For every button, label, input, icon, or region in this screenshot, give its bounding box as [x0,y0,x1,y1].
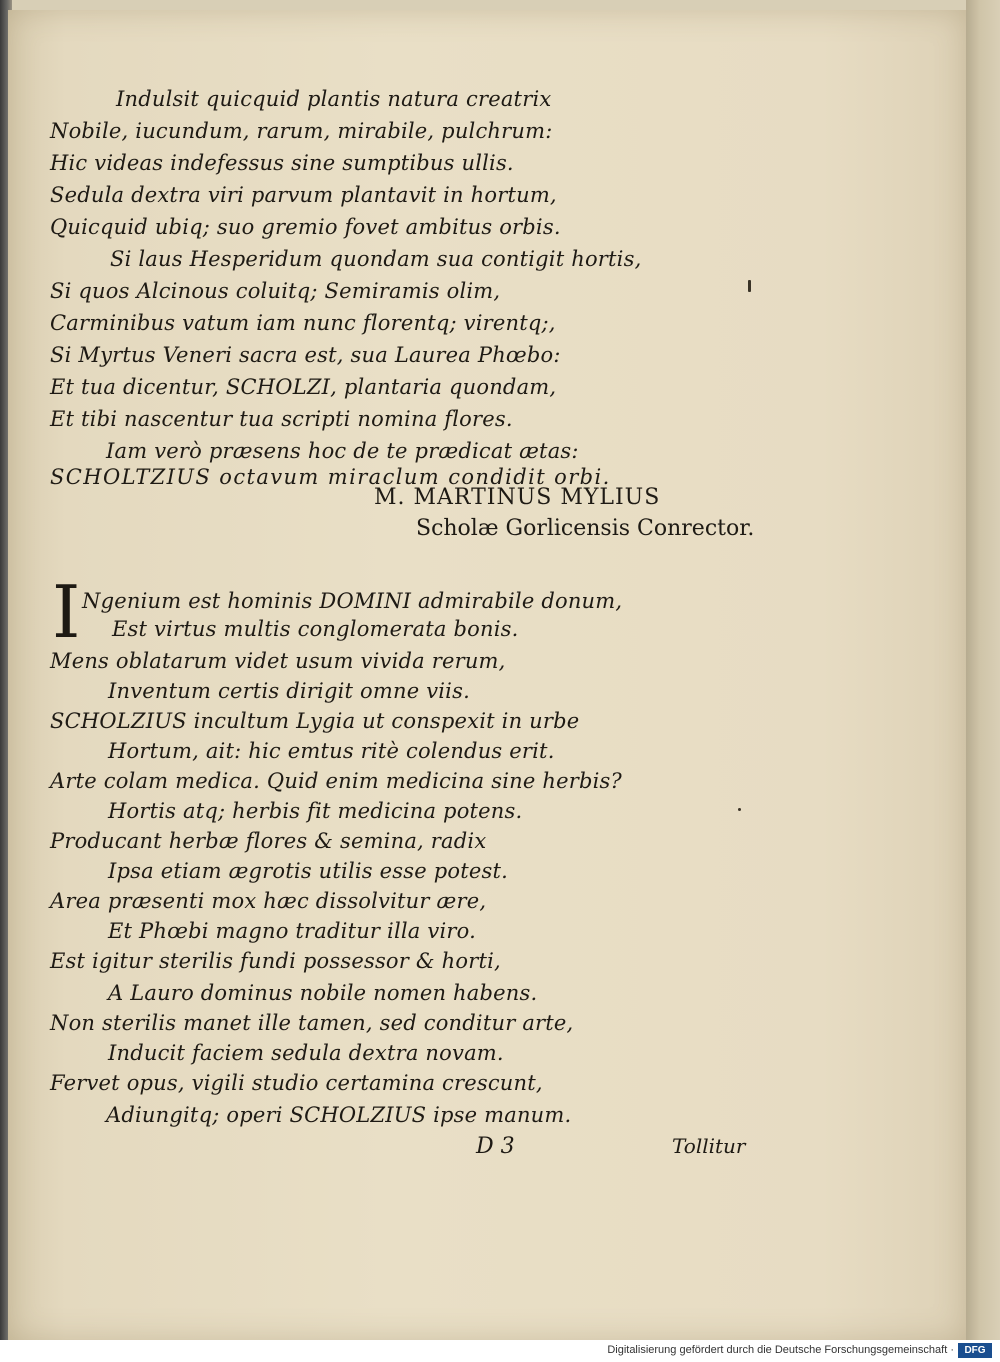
verse-line: Ipsa etiam ægrotis utilis esse potest. [108,859,508,883]
verse-line: Nobile, iucundum, rarum, mirabile, pulchrum: [50,119,553,143]
verse-line: Arte colam medica. Quid enim medicina sine herbis? [50,769,622,793]
funding-notice: Digitalisierung gefördert durch die Deutsche Forschungsgemeinschaft · [607,1344,954,1356]
dfg-logo: DFG [958,1343,992,1358]
verse-line: Ngenium est hominis DOMINI admirabile donum, [82,589,623,613]
verse-line: Producant herbæ flores & semina, radix [50,829,487,853]
footer-bar [0,1340,1000,1362]
verse-line: Area præsenti mox hæc dissolvitur ære, [50,889,487,913]
verse-line: SCHOLTZIUS octavum miraclum condidit orbi. [50,465,611,489]
verse-line: Inventum certis dirigit omne viis. [108,679,470,703]
signature-title: Scholæ Gorlicensis Conrector. [416,516,755,541]
verse-line: Iam verò præsens hoc de te prædicat ætas: [106,439,579,463]
page-edge [966,0,1000,1340]
verse-line: Inducit faciem sedula dextra novam. [108,1041,504,1065]
verse-line: Mens oblatarum videt usum vivida rerum, [50,649,506,673]
verse-line: Est virtus multis conglomerata bonis. [112,617,519,641]
verse-line: Si quos Alcinous coluitq; Semiramis olim, [50,279,501,303]
verse-line: Hortis atq; herbis fit medicina potens. [108,799,523,823]
verse-line: Non sterilis manet ille tamen, sed conditur arte, [50,1011,574,1035]
verse-line: Et tua dicentur, SCHOLZI, plantaria quondam, [50,375,557,399]
verse-line: Indulsit quicquid plantis natura creatrix [116,87,552,111]
verse-line: Sedula dextra viri parvum plantavit in hortum, [50,183,557,207]
verse-line: Est igitur sterilis fundi possessor & horti, [50,949,501,973]
verse-line: A Lauro dominus nobile nomen habens. [108,981,538,1005]
verse-line: Si laus Hesperidum quondam sua contigit hortis, [110,247,642,271]
verse-line: Carminibus vatum iam nunc florentq; virentq;, [50,311,556,335]
verse-line: Si Myrtus Veneri sacra est, sua Laurea Phœbo: [50,343,561,367]
verse-line: Hortum, ait: hic emtus ritè colendus erit. [108,739,555,763]
verse-line: Hic videas indefessus sine sumptibus ullis. [50,151,514,175]
verse-line: Et tibi nascentur tua scripti nomina flores. [50,407,513,431]
verse-line: Quicquid ubiq; suo gremio fovet ambitus orbis. [50,215,561,239]
drop-cap: I [52,570,81,654]
signature-mark: D 3 [476,1134,515,1159]
verse-line: Fervet opus, vigili studio certamina crescunt, [50,1071,543,1095]
verse-line: Adiungitq; operi SCHOLZIUS ipse manum. [106,1103,572,1127]
ink-speck [738,808,741,811]
catchword: Tollitur [672,1134,746,1158]
signature-name: M. MARTINUS MYLIUS [374,485,661,510]
verse-line: Et Phœbi magno traditur illa viro. [108,919,476,943]
ink-speck [748,280,751,292]
verse-line: SCHOLZIUS incultum Lygia ut conspexit in urbe [50,709,580,733]
